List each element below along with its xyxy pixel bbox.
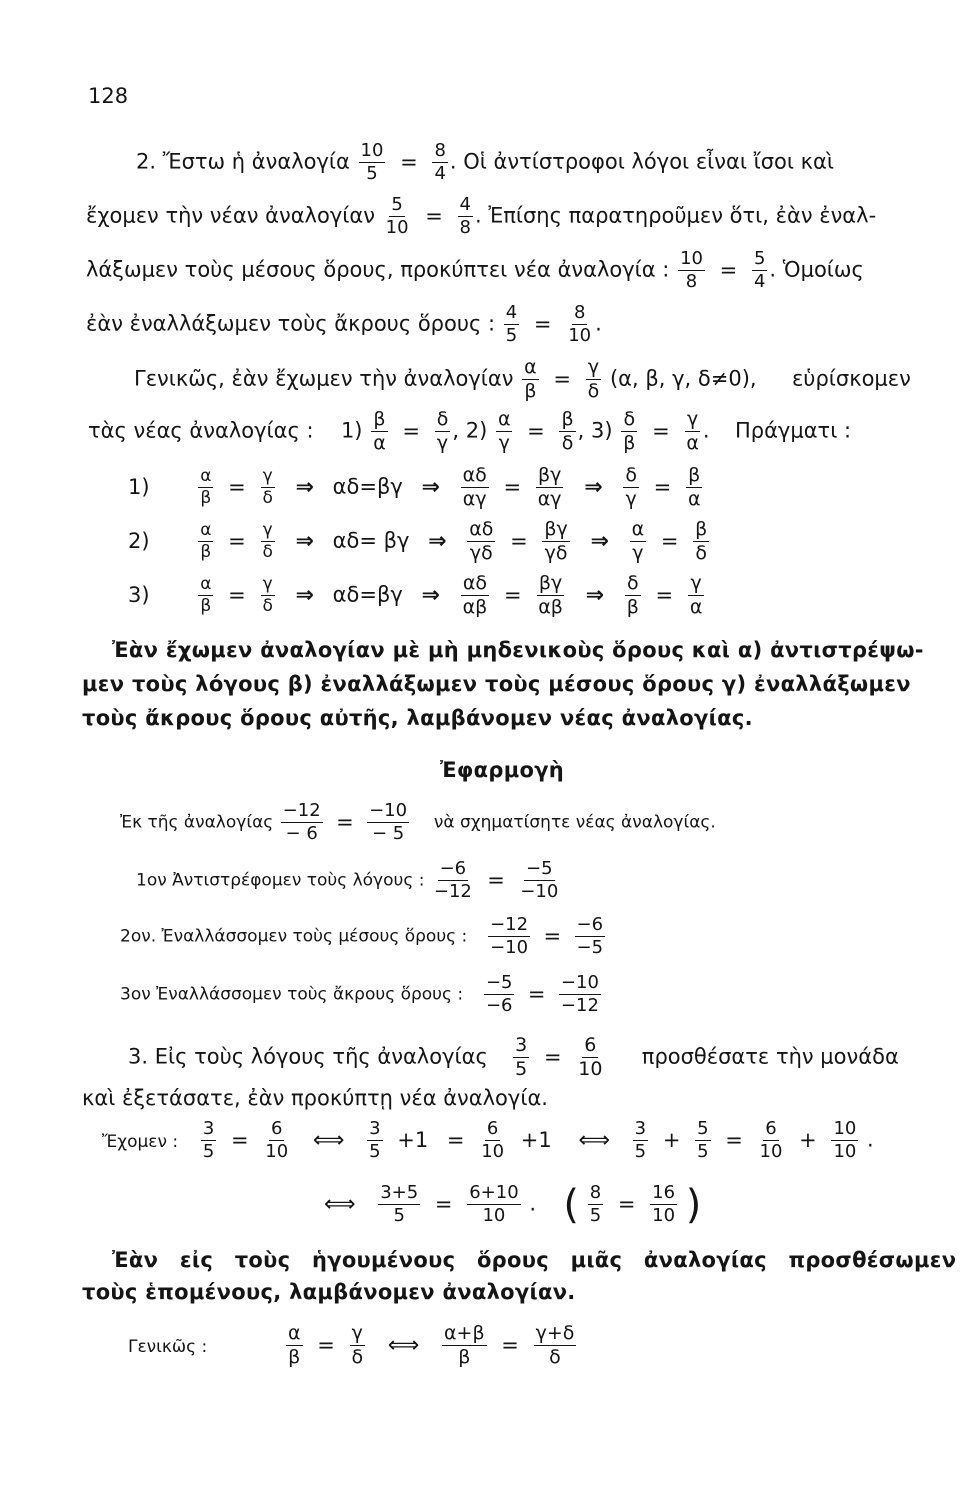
fraction-bg-ag: $\frac{\beta\gamma}{\alpha\gamma}$	[537, 464, 562, 510]
text: Γενικῶς, ἐὰν ἔχωμεν τὴν ἀναλογίαν	[134, 366, 514, 391]
fraction-10-8: $\frac{10}{8}$	[680, 248, 703, 292]
fraction-g-a: $\frac{\gamma}{\alpha}$	[686, 408, 699, 454]
application-step-1	[136, 860, 562, 901]
fraction-10-5: $\frac{10}{5}$	[360, 140, 384, 184]
fraction-10-10: $\frac{10}{10}$	[833, 1118, 857, 1162]
label: 2)	[465, 418, 488, 443]
item3-line1	[128, 1036, 899, 1079]
fraction-3-5: $\frac{3}{5}$	[515, 1034, 528, 1080]
fraction-ad-gd: $\frac{\alpha\delta}{\gamma\delta}$	[469, 518, 494, 564]
equals: =	[553, 367, 571, 391]
fraction-m12-m10: $\frac{-12}{-10}$	[490, 914, 529, 958]
equals: =	[543, 924, 562, 948]
text: . Ἐπίσης παρατηροῦμεν ὅτι, ἐὰν ἐναλ-	[474, 203, 877, 228]
plus-one: +1	[397, 1128, 429, 1152]
equals: =	[510, 529, 528, 553]
rule1-line2: μεν τοὺς λόγους β) ἐναλλάξωμεν τοὺς μέσους ὅρους γ) ἐναλλάξωμεν	[82, 672, 911, 696]
fraction-3p5-5: $\frac{3+5}{5}$	[380, 1182, 419, 1226]
equals: =	[400, 150, 418, 174]
application-step-3	[120, 974, 603, 1015]
equals: =	[527, 419, 545, 443]
fraction-a-g: $\frac{\alpha}{\gamma}$	[497, 408, 511, 454]
implies: ⇒	[421, 582, 440, 608]
item2-line5	[134, 358, 911, 401]
dot: .	[867, 1127, 874, 1152]
implies: ⇒	[428, 528, 447, 554]
fraction-4-8: $\frac{4}{8}$	[459, 194, 471, 238]
fraction-4-5: $\frac{4}{5}$	[505, 302, 518, 346]
item3-derivation-2	[310, 1181, 702, 1228]
equals: =	[501, 1333, 519, 1357]
fraction-5-4: $\frac{5}{4}$	[753, 248, 766, 292]
page-number: 128	[88, 84, 129, 108]
item2-line4	[86, 304, 602, 345]
fraction-b-d: $\frac{\beta}{\delta}$	[695, 518, 708, 564]
application-step-2	[120, 916, 607, 957]
text: . Ὁμοίως	[769, 257, 864, 282]
product-equation: αδ=βγ	[332, 582, 403, 607]
fraction-b-a: $\frac{\beta}{\alpha}$	[687, 464, 701, 510]
item3-line2: καὶ ἐξετάσατε, ἐὰν προκύπτῃ νέα ἀναλογία.	[82, 1086, 548, 1110]
fraction-ad-ab: $\frac{\alpha\delta}{\alpha\beta}$	[462, 572, 488, 618]
fraction-a-b: $\frac{\alpha}{\beta}$	[287, 1322, 301, 1368]
fraction-a-b: $\frac{\alpha}{\beta}$	[200, 466, 212, 508]
text: 2. Ἔστω ἡ ἀναλογία	[136, 149, 350, 174]
comma: ,	[577, 418, 585, 443]
item3-derivation-1	[102, 1120, 874, 1161]
plus-one: +1	[520, 1128, 552, 1152]
derivation-1	[128, 466, 704, 509]
fraction-g-d: $\frac{\gamma}{\delta}$	[587, 356, 600, 402]
equals: =	[660, 529, 679, 553]
fraction-3-5: $\frac{3}{5}$	[634, 1118, 647, 1162]
fraction-3-5: $\frac{3}{5}$	[202, 1118, 215, 1162]
fraction-3-5: $\frac{3}{5}$	[369, 1118, 381, 1162]
item2-line2	[86, 196, 876, 237]
plus: +	[662, 1128, 681, 1152]
iff: ⟺	[312, 1127, 345, 1153]
product-equation: αδ= βγ	[332, 528, 410, 553]
text: 1ον Ἀντιστρέφομεν τοὺς λόγους :	[136, 870, 425, 891]
implies: ⇒	[295, 474, 314, 500]
text: Ἔχομεν :	[102, 1131, 179, 1152]
equals: =	[228, 583, 246, 607]
text: ἔχομεν τὴν νέαν ἀναλογίαν	[86, 203, 375, 228]
rule1-line1: Ἐὰν ἔχωμεν ἀναλογίαν μὲ μὴ μηδενικοὺς ὅρους καὶ α) ἀντιστρέψω-	[112, 638, 924, 662]
text: Γενικῶς :	[128, 1336, 208, 1357]
item2-line6	[88, 410, 851, 453]
fraction-16-10: $\frac{16}{10}$	[652, 1182, 676, 1226]
fraction-m5-m6: $\frac{-5}{-6}$	[485, 972, 513, 1016]
fraction-apb-b: $\frac{\alpha+\beta}{\beta}$	[444, 1322, 485, 1368]
fraction-6p10-10: $\frac{6+10}{10}$	[469, 1182, 519, 1226]
product-equation: αδ=βγ	[332, 474, 403, 499]
implies: ⇒	[295, 528, 314, 554]
comma: ,	[452, 418, 460, 443]
equals: =	[652, 419, 670, 443]
plus: +	[799, 1128, 817, 1152]
general-formula	[128, 1324, 578, 1367]
label: 3)	[128, 582, 150, 607]
implies: ⇒	[590, 528, 609, 554]
item2-line3	[86, 250, 864, 291]
label: 1)	[128, 474, 150, 499]
equals: =	[655, 583, 674, 607]
fraction-6-10: $\frac{6}{10}$	[265, 1118, 289, 1162]
derivation-3	[128, 574, 706, 617]
fraction-d-b: $\frac{\delta}{\beta}$	[623, 408, 636, 454]
fraction-b-a: $\frac{\beta}{\alpha}$	[373, 408, 386, 454]
fraction-5-10: $\frac{5}{10}$	[385, 194, 409, 238]
rule1-line3: τοὺς ἄκρους ὅρους αὐτῆς, λαμβάνομεν νέας ἀναλογίας.	[82, 706, 753, 730]
label: 3)	[590, 418, 613, 443]
item2-line1	[136, 142, 834, 183]
equals: =	[228, 529, 246, 553]
equals: =	[719, 258, 738, 282]
equals: =	[434, 1192, 453, 1216]
text: τὰς νέας ἀναλογίας :	[88, 418, 314, 443]
fraction-d-b: $\frac{\delta}{\beta}$	[626, 572, 639, 618]
equals: =	[317, 1333, 335, 1357]
text: νὰ σχηματίσητε νέας ἀναλογίας.	[433, 812, 716, 833]
fraction-bg-ab: $\frac{\beta\gamma}{\alpha\beta}$	[538, 572, 563, 618]
label: 2)	[128, 528, 150, 553]
fraction-g-d: $\frac{\gamma}{\delta}$	[351, 1322, 364, 1368]
dot: .	[529, 1191, 537, 1216]
implies: ⇒	[421, 474, 440, 500]
fraction-d-g: $\frac{\delta}{\gamma}$	[625, 464, 637, 510]
text: ἐὰν ἐναλλάξωμεν τοὺς ἄκρους ὅρους :	[86, 311, 496, 336]
fraction-m10-m5: $\frac{-10}{- 5}$	[369, 800, 408, 844]
equals: =	[336, 810, 354, 834]
iff: ⟺	[578, 1127, 610, 1153]
fraction-b-d: $\frac{\beta}{\delta}$	[561, 408, 574, 454]
implies: ⇒	[585, 582, 605, 608]
text: . Οἱ ἀντίστροφοι λόγοι εἶναι ἴσοι καὶ	[449, 149, 835, 174]
fraction-8-4: $\frac{8}{4}$	[434, 140, 446, 184]
rule2-line1: Ἐὰν εἰς τοὺς ἡγουμένους ὅρους μιᾶς ἀναλογίας προσθέσωμεν	[112, 1248, 957, 1272]
text: εὑρίσκομεν	[791, 366, 911, 391]
open-paren: (	[563, 1181, 580, 1228]
text: 2ον. Ἐναλλάσσομεν τοὺς μέσους ὅρους :	[120, 926, 468, 947]
iff: ⟺	[387, 1332, 420, 1358]
derivation-2	[128, 520, 711, 563]
implies: ⇒	[584, 474, 603, 500]
equals: =	[527, 982, 546, 1006]
implies: ⇒	[295, 582, 314, 608]
close-paren: )	[685, 1181, 702, 1228]
equals: =	[425, 204, 443, 228]
fraction-8-10: $\frac{8}{10}$	[568, 302, 592, 346]
fraction-m12-m6: $\frac{-12}{- 6}$	[282, 800, 321, 844]
equals: =	[617, 1192, 636, 1216]
fraction-bg-gd: $\frac{\beta\gamma}{\gamma\delta}$	[544, 518, 568, 564]
equals: =	[503, 583, 522, 607]
fraction-a-b: $\frac{\alpha}{\beta}$	[524, 356, 537, 402]
equals: =	[487, 868, 505, 892]
text: 3. Εἰς τοὺς λόγους τῆς ἀναλογίας	[128, 1044, 488, 1069]
application-intro	[120, 802, 716, 843]
fraction-m6-m12: $\frac{-6}{-12}$	[433, 858, 472, 902]
dot: .	[702, 418, 710, 443]
equals: =	[533, 312, 552, 336]
fraction-6-10: $\frac{6}{10}$	[759, 1118, 783, 1162]
text: προσθέσατε τὴν μονάδα	[641, 1044, 899, 1069]
application-heading: Ἐφαρμογὴ	[440, 758, 565, 782]
fraction-6-10: $\frac{6}{10}$	[578, 1034, 603, 1080]
fraction-ad-ag: $\frac{\alpha\delta}{\alpha\gamma}$	[462, 464, 487, 510]
fraction-8-5: $\frac{8}{5}$	[589, 1182, 602, 1226]
equals: =	[402, 419, 421, 443]
text: Ἐκ τῆς ἀναλογίας	[120, 812, 274, 833]
fraction-g-d: $\frac{\gamma}{\delta}$	[262, 520, 273, 562]
text: .	[595, 311, 602, 336]
fraction-a-g: $\frac{\alpha}{\gamma}$	[631, 518, 645, 564]
equals: =	[230, 1128, 249, 1152]
fraction-m5-m10: $\frac{-5}{-10}$	[520, 858, 559, 902]
label: 1)	[340, 418, 363, 443]
fraction-m10-m12: $\frac{-10}{-12}$	[560, 972, 599, 1016]
rule2-line2: τοὺς ἑπομένους, λαμβάνομεν ἀναλογίαν.	[82, 1280, 576, 1304]
fraction-a-b: $\frac{\alpha}{\beta}$	[200, 574, 212, 616]
iff: ⟺	[324, 1191, 356, 1217]
fraction-6-10: $\frac{6}{10}$	[481, 1118, 505, 1162]
equals: =	[725, 1128, 743, 1152]
text: Πράγματι :	[734, 418, 852, 443]
text: 3ον Ἐναλλάσσομεν τοὺς ἄκρους ὅρους :	[120, 984, 464, 1005]
fraction-m6-m5: $\frac{-6}{-5}$	[576, 914, 604, 958]
equals: =	[446, 1128, 465, 1152]
fraction-g-d: $\frac{\gamma}{\delta}$	[262, 574, 273, 616]
fraction-5-5: $\frac{5}{5}$	[697, 1118, 709, 1162]
text: (α, β, γ, δ≠0),	[609, 366, 757, 391]
equals: =	[653, 475, 672, 499]
equals: =	[543, 1045, 562, 1069]
equals: =	[228, 475, 246, 499]
fraction-g-a: $\frac{\gamma}{\alpha}$	[689, 572, 703, 618]
fraction-d-g: $\frac{\delta}{\gamma}$	[436, 408, 449, 454]
text: λάξωμεν τοὺς μέσους ὅρους, προκύπτει νέα ἀναλογία :	[86, 257, 670, 282]
fraction-a-b: $\frac{\alpha}{\beta}$	[200, 520, 212, 562]
fraction-g-d: $\frac{\gamma}{\delta}$	[262, 466, 273, 508]
equals: =	[503, 475, 522, 499]
fraction-gpd-d: $\frac{\gamma+\delta}{\delta}$	[535, 1322, 575, 1368]
